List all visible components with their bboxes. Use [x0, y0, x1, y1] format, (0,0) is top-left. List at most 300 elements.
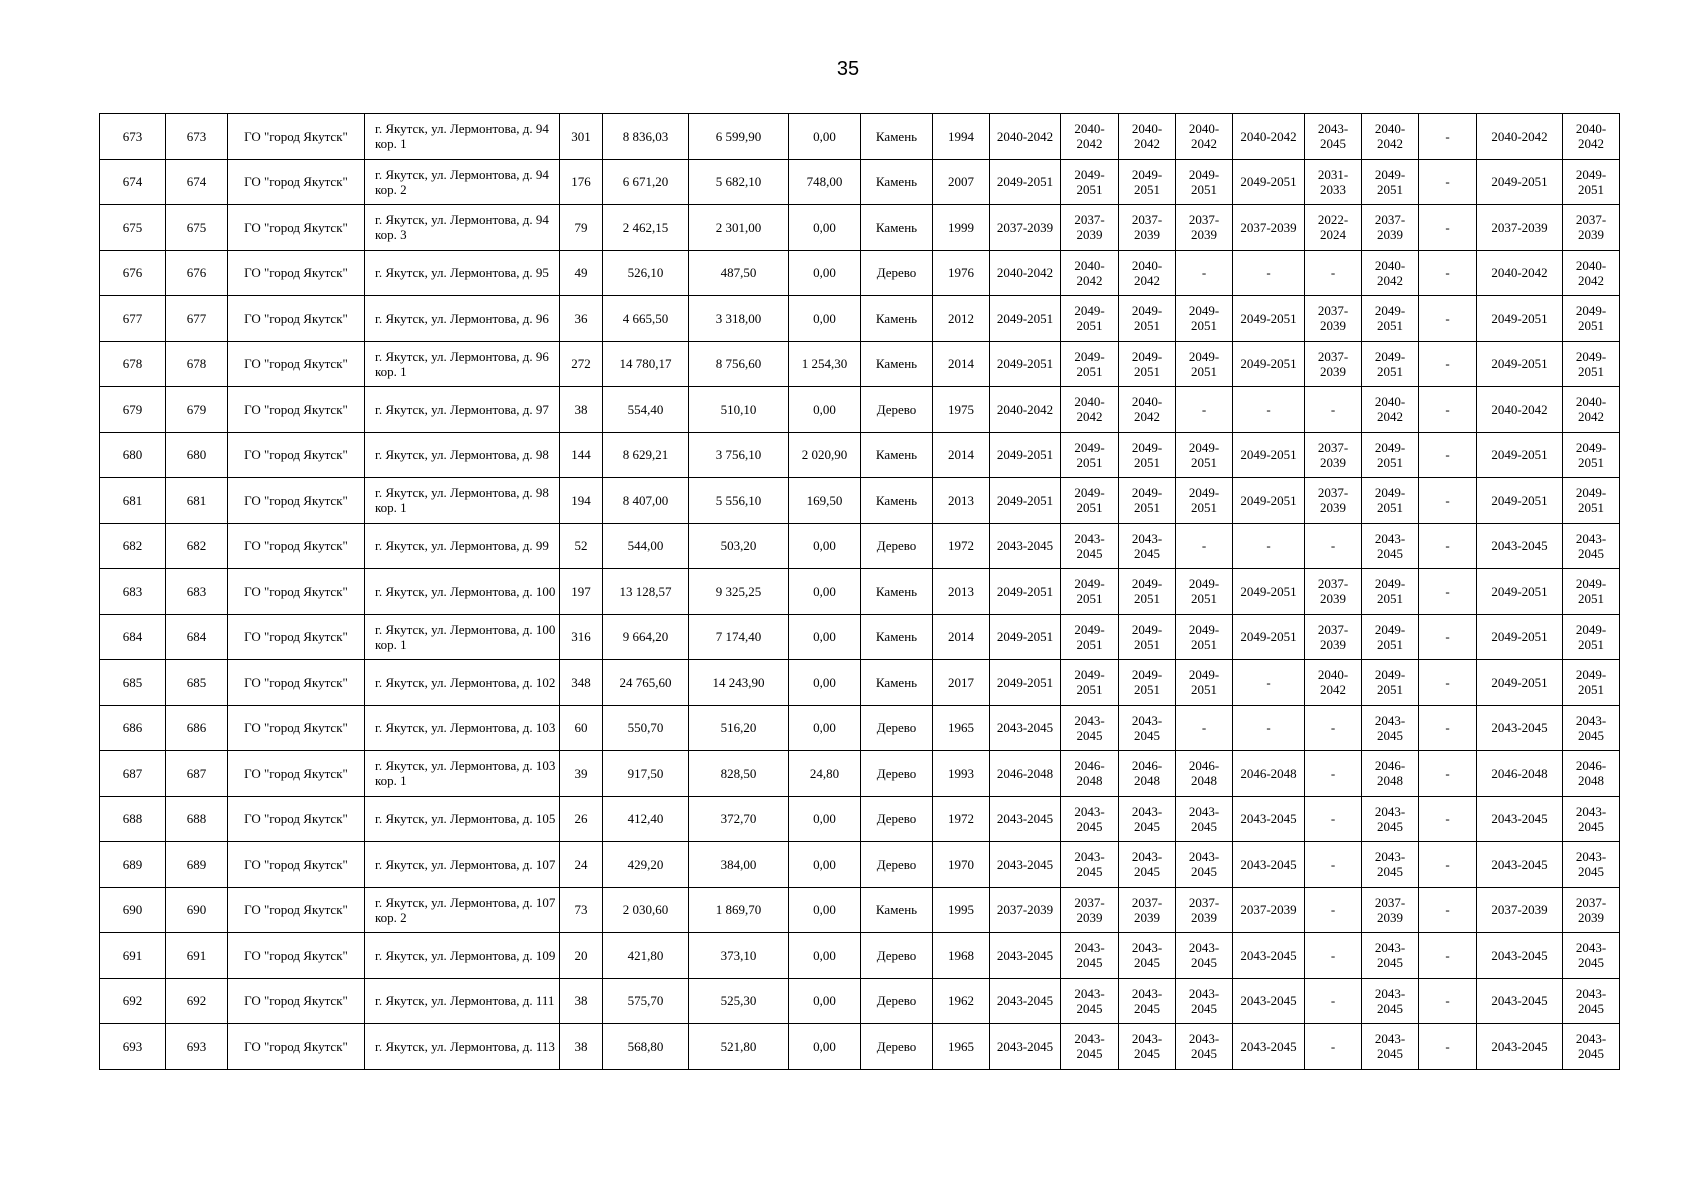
residents-cell: 49	[560, 250, 603, 296]
period-cell-2: 2049-2051	[1061, 614, 1119, 660]
period-cell-6: -	[1305, 933, 1362, 979]
table-row	[100, 614, 1620, 660]
total-area-cell: 14 780,17	[603, 341, 689, 387]
residents-cell: 348	[560, 660, 603, 706]
row-number-cell: 674	[100, 159, 166, 205]
nonresidential-area-cell: 24,80	[789, 751, 861, 797]
wall-material-cell: Камень	[861, 660, 933, 706]
period-cell-10: 2049-2051	[1563, 296, 1620, 342]
object-number-cell: 691	[166, 933, 228, 979]
period-cell-4: 2049-2051	[1176, 614, 1233, 660]
period-cell-8: -	[1419, 842, 1477, 888]
wall-material-cell: Дерево	[861, 933, 933, 979]
nonresidential-area-cell: 748,00	[789, 159, 861, 205]
municipality-cell: ГО "город Якутск"	[228, 660, 365, 706]
period-cell-5: -	[1233, 660, 1305, 706]
total-area-cell: 917,50	[603, 751, 689, 797]
address-cell: г. Якутск, ул. Лермонтова, д. 94 кор. 2	[365, 159, 560, 205]
wall-material-cell: Дерево	[861, 1024, 933, 1070]
address-cell: г. Якутск, ул. Лермонтова, д. 111	[365, 978, 560, 1024]
living-area-cell: 510,10	[689, 387, 789, 433]
living-area-cell: 3 318,00	[689, 296, 789, 342]
period-cell-3: 2049-2051	[1119, 478, 1176, 524]
row-number-cell: 683	[100, 569, 166, 615]
period-cell-10: 2040-2042	[1563, 250, 1620, 296]
object-number-cell: 689	[166, 842, 228, 888]
object-number-cell: 675	[166, 205, 228, 251]
period-cell-3: 2043-2045	[1119, 842, 1176, 888]
period-cell-4: 2049-2051	[1176, 660, 1233, 706]
wall-material-cell: Камень	[861, 569, 933, 615]
period-cell-8: -	[1419, 933, 1477, 979]
table-row	[100, 432, 1620, 478]
municipality-cell: ГО "город Якутск"	[228, 614, 365, 660]
living-area-cell: 3 756,10	[689, 432, 789, 478]
nonresidential-area-cell: 0,00	[789, 614, 861, 660]
municipality-cell: ГО "город Якутск"	[228, 978, 365, 1024]
period-cell-5: 2049-2051	[1233, 432, 1305, 478]
period-cell-9: 2049-2051	[1477, 159, 1563, 205]
period-cell-8: -	[1419, 341, 1477, 387]
period-cell-3: 2043-2045	[1119, 978, 1176, 1024]
build-year-cell: 1994	[933, 114, 990, 160]
build-year-cell: 2014	[933, 341, 990, 387]
residents-cell: 38	[560, 387, 603, 433]
nonresidential-area-cell: 0,00	[789, 250, 861, 296]
table-row	[100, 1024, 1620, 1070]
living-area-cell: 7 174,40	[689, 614, 789, 660]
period-cell-4: -	[1176, 387, 1233, 433]
period-cell-7: 2037-2039	[1362, 205, 1419, 251]
period-cell-6: 2040-2042	[1305, 660, 1362, 706]
living-area-cell: 9 325,25	[689, 569, 789, 615]
period-cell-6: 2043-2045	[1305, 114, 1362, 160]
period-cell-1: 2049-2051	[990, 159, 1061, 205]
period-cell-1: 2046-2048	[990, 751, 1061, 797]
row-number-cell: 675	[100, 205, 166, 251]
nonresidential-area-cell: 0,00	[789, 1024, 861, 1070]
period-cell-9: 2046-2048	[1477, 751, 1563, 797]
address-cell: г. Якутск, ул. Лермонтова, д. 103	[365, 705, 560, 751]
build-year-cell: 1972	[933, 523, 990, 569]
total-area-cell: 9 664,20	[603, 614, 689, 660]
total-area-cell: 550,70	[603, 705, 689, 751]
address-cell: г. Якутск, ул. Лермонтова, д. 109	[365, 933, 560, 979]
residents-cell: 272	[560, 341, 603, 387]
period-cell-1: 2037-2039	[990, 887, 1061, 933]
period-cell-10: 2043-2045	[1563, 523, 1620, 569]
table-row	[100, 387, 1620, 433]
residents-cell: 194	[560, 478, 603, 524]
nonresidential-area-cell: 0,00	[789, 933, 861, 979]
period-cell-4: 2037-2039	[1176, 887, 1233, 933]
period-cell-7: 2043-2045	[1362, 842, 1419, 888]
total-area-cell: 568,80	[603, 1024, 689, 1070]
period-cell-9: 2043-2045	[1477, 796, 1563, 842]
table-row	[100, 478, 1620, 524]
living-area-cell: 6 599,90	[689, 114, 789, 160]
row-number-cell: 692	[100, 978, 166, 1024]
period-cell-10: 2043-2045	[1563, 842, 1620, 888]
row-number-cell: 685	[100, 660, 166, 706]
wall-material-cell: Камень	[861, 205, 933, 251]
wall-material-cell: Дерево	[861, 705, 933, 751]
period-cell-2: 2049-2051	[1061, 159, 1119, 205]
nonresidential-area-cell: 0,00	[789, 205, 861, 251]
period-cell-5: -	[1233, 387, 1305, 433]
total-area-cell: 2 462,15	[603, 205, 689, 251]
total-area-cell: 8 407,00	[603, 478, 689, 524]
build-year-cell: 1965	[933, 705, 990, 751]
address-cell: г. Якутск, ул. Лермонтова, д. 99	[365, 523, 560, 569]
table-row	[100, 296, 1620, 342]
period-cell-5: 2046-2048	[1233, 751, 1305, 797]
row-number-cell: 673	[100, 114, 166, 160]
period-cell-7: 2043-2045	[1362, 523, 1419, 569]
build-year-cell: 1968	[933, 933, 990, 979]
row-number-cell: 680	[100, 432, 166, 478]
total-area-cell: 24 765,60	[603, 660, 689, 706]
address-cell: г. Якутск, ул. Лермонтова, д. 96	[365, 296, 560, 342]
object-number-cell: 686	[166, 705, 228, 751]
period-cell-3: 2049-2051	[1119, 660, 1176, 706]
living-area-cell: 503,20	[689, 523, 789, 569]
period-cell-3: 2037-2039	[1119, 887, 1176, 933]
period-cell-7: 2049-2051	[1362, 341, 1419, 387]
period-cell-3: 2043-2045	[1119, 523, 1176, 569]
period-cell-10: 2040-2042	[1563, 114, 1620, 160]
build-year-cell: 1993	[933, 751, 990, 797]
period-cell-3: 2043-2045	[1119, 705, 1176, 751]
period-cell-2: 2037-2039	[1061, 887, 1119, 933]
nonresidential-area-cell: 169,50	[789, 478, 861, 524]
table-row	[100, 933, 1620, 979]
build-year-cell: 1999	[933, 205, 990, 251]
row-number-cell: 681	[100, 478, 166, 524]
wall-material-cell: Дерево	[861, 796, 933, 842]
period-cell-9: 2049-2051	[1477, 614, 1563, 660]
period-cell-10: 2049-2051	[1563, 478, 1620, 524]
nonresidential-area-cell: 0,00	[789, 705, 861, 751]
period-cell-5: 2043-2045	[1233, 1024, 1305, 1070]
period-cell-4: 2043-2045	[1176, 796, 1233, 842]
residents-cell: 79	[560, 205, 603, 251]
living-area-cell: 1 869,70	[689, 887, 789, 933]
living-area-cell: 14 243,90	[689, 660, 789, 706]
row-number-cell: 678	[100, 341, 166, 387]
address-cell: г. Якутск, ул. Лермонтова, д. 107 кор. 2	[365, 887, 560, 933]
period-cell-1: 2040-2042	[990, 114, 1061, 160]
period-cell-7: 2040-2042	[1362, 387, 1419, 433]
total-area-cell: 8 629,21	[603, 432, 689, 478]
period-cell-4: -	[1176, 250, 1233, 296]
build-year-cell: 1976	[933, 250, 990, 296]
residents-cell: 197	[560, 569, 603, 615]
period-cell-7: 2049-2051	[1362, 478, 1419, 524]
residents-cell: 60	[560, 705, 603, 751]
municipality-cell: ГО "город Якутск"	[228, 205, 365, 251]
wall-material-cell: Камень	[861, 341, 933, 387]
period-cell-8: -	[1419, 114, 1477, 160]
table-row	[100, 705, 1620, 751]
nonresidential-area-cell: 1 254,30	[789, 341, 861, 387]
period-cell-1: 2049-2051	[990, 341, 1061, 387]
living-area-cell: 525,30	[689, 978, 789, 1024]
period-cell-10: 2043-2045	[1563, 1024, 1620, 1070]
table-row	[100, 250, 1620, 296]
table-row	[100, 114, 1620, 160]
total-area-cell: 544,00	[603, 523, 689, 569]
period-cell-4: 2049-2051	[1176, 569, 1233, 615]
municipality-cell: ГО "город Якутск"	[228, 250, 365, 296]
total-area-cell: 554,40	[603, 387, 689, 433]
period-cell-2: 2043-2045	[1061, 796, 1119, 842]
period-cell-7: 2040-2042	[1362, 114, 1419, 160]
period-cell-5: 2037-2039	[1233, 205, 1305, 251]
period-cell-2: 2043-2045	[1061, 842, 1119, 888]
row-number-cell: 690	[100, 887, 166, 933]
period-cell-2: 2043-2045	[1061, 933, 1119, 979]
period-cell-1: 2049-2051	[990, 296, 1061, 342]
row-number-cell: 679	[100, 387, 166, 433]
period-cell-1: 2043-2045	[990, 705, 1061, 751]
living-area-cell: 373,10	[689, 933, 789, 979]
period-cell-6: -	[1305, 796, 1362, 842]
build-year-cell: 2007	[933, 159, 990, 205]
period-cell-8: -	[1419, 569, 1477, 615]
period-cell-2: 2037-2039	[1061, 205, 1119, 251]
period-cell-6: -	[1305, 387, 1362, 433]
period-cell-2: 2049-2051	[1061, 432, 1119, 478]
period-cell-9: 2043-2045	[1477, 705, 1563, 751]
residents-cell: 38	[560, 978, 603, 1024]
row-number-cell: 676	[100, 250, 166, 296]
nonresidential-area-cell: 0,00	[789, 796, 861, 842]
period-cell-8: -	[1419, 387, 1477, 433]
period-cell-9: 2040-2042	[1477, 250, 1563, 296]
period-cell-4: 2046-2048	[1176, 751, 1233, 797]
total-area-cell: 412,40	[603, 796, 689, 842]
object-number-cell: 688	[166, 796, 228, 842]
period-cell-4: 2043-2045	[1176, 842, 1233, 888]
period-cell-1: 2043-2045	[990, 842, 1061, 888]
wall-material-cell: Камень	[861, 887, 933, 933]
period-cell-6: 2037-2039	[1305, 341, 1362, 387]
period-cell-9: 2043-2045	[1477, 978, 1563, 1024]
period-cell-8: -	[1419, 159, 1477, 205]
period-cell-3: 2043-2045	[1119, 1024, 1176, 1070]
residents-cell: 144	[560, 432, 603, 478]
period-cell-6: -	[1305, 887, 1362, 933]
period-cell-5: 2049-2051	[1233, 478, 1305, 524]
total-area-cell: 13 128,57	[603, 569, 689, 615]
period-cell-7: 2049-2051	[1362, 159, 1419, 205]
address-cell: г. Якутск, ул. Лермонтова, д. 100 кор. 1	[365, 614, 560, 660]
living-area-cell: 521,80	[689, 1024, 789, 1070]
period-cell-6: -	[1305, 978, 1362, 1024]
period-cell-4: 2037-2039	[1176, 205, 1233, 251]
address-cell: г. Якутск, ул. Лермонтова, д. 98	[365, 432, 560, 478]
address-cell: г. Якутск, ул. Лермонтова, д. 94 кор. 1	[365, 114, 560, 160]
period-cell-10: 2037-2039	[1563, 205, 1620, 251]
period-cell-6: 2037-2039	[1305, 478, 1362, 524]
period-cell-3: 2049-2051	[1119, 296, 1176, 342]
period-cell-2: 2049-2051	[1061, 569, 1119, 615]
nonresidential-area-cell: 0,00	[789, 887, 861, 933]
table-row	[100, 842, 1620, 888]
nonresidential-area-cell: 0,00	[789, 569, 861, 615]
object-number-cell: 673	[166, 114, 228, 160]
period-cell-6: -	[1305, 523, 1362, 569]
wall-material-cell: Дерево	[861, 523, 933, 569]
period-cell-7: 2043-2045	[1362, 796, 1419, 842]
period-cell-1: 2049-2051	[990, 478, 1061, 524]
period-cell-8: -	[1419, 478, 1477, 524]
housing-registry-table	[99, 113, 1620, 1070]
residents-cell: 38	[560, 1024, 603, 1070]
table-row	[100, 205, 1620, 251]
row-number-cell: 684	[100, 614, 166, 660]
municipality-cell: ГО "город Якутск"	[228, 478, 365, 524]
municipality-cell: ГО "город Якутск"	[228, 523, 365, 569]
build-year-cell: 2012	[933, 296, 990, 342]
nonresidential-area-cell: 0,00	[789, 842, 861, 888]
period-cell-5: 2040-2042	[1233, 114, 1305, 160]
period-cell-1: 2043-2045	[990, 796, 1061, 842]
period-cell-5: 2049-2051	[1233, 569, 1305, 615]
table-row	[100, 751, 1620, 797]
period-cell-3: 2049-2051	[1119, 569, 1176, 615]
period-cell-6: -	[1305, 705, 1362, 751]
table-row	[100, 341, 1620, 387]
object-number-cell: 692	[166, 978, 228, 1024]
period-cell-8: -	[1419, 978, 1477, 1024]
period-cell-6: 2037-2039	[1305, 432, 1362, 478]
residents-cell: 73	[560, 887, 603, 933]
period-cell-10: 2037-2039	[1563, 887, 1620, 933]
period-cell-1: 2049-2051	[990, 432, 1061, 478]
period-cell-6: -	[1305, 751, 1362, 797]
row-number-cell: 691	[100, 933, 166, 979]
municipality-cell: ГО "город Якутск"	[228, 842, 365, 888]
period-cell-2: 2049-2051	[1061, 341, 1119, 387]
period-cell-5: 2049-2051	[1233, 341, 1305, 387]
period-cell-10: 2043-2045	[1563, 705, 1620, 751]
period-cell-3: 2040-2042	[1119, 114, 1176, 160]
period-cell-5: 2043-2045	[1233, 796, 1305, 842]
table-row	[100, 159, 1620, 205]
residents-cell: 36	[560, 296, 603, 342]
period-cell-6: -	[1305, 250, 1362, 296]
period-cell-5: 2037-2039	[1233, 887, 1305, 933]
period-cell-4: 2049-2051	[1176, 478, 1233, 524]
living-area-cell: 5 682,10	[689, 159, 789, 205]
municipality-cell: ГО "город Якутск"	[228, 387, 365, 433]
period-cell-7: 2049-2051	[1362, 296, 1419, 342]
address-cell: г. Якутск, ул. Лермонтова, д. 107	[365, 842, 560, 888]
period-cell-2: 2046-2048	[1061, 751, 1119, 797]
period-cell-1: 2040-2042	[990, 250, 1061, 296]
residents-cell: 26	[560, 796, 603, 842]
table-row	[100, 887, 1620, 933]
period-cell-1: 2049-2051	[990, 614, 1061, 660]
period-cell-9: 2037-2039	[1477, 205, 1563, 251]
period-cell-3: 2049-2051	[1119, 432, 1176, 478]
period-cell-8: -	[1419, 705, 1477, 751]
period-cell-10: 2049-2051	[1563, 614, 1620, 660]
period-cell-7: 2049-2051	[1362, 660, 1419, 706]
object-number-cell: 687	[166, 751, 228, 797]
period-cell-3: 2046-2048	[1119, 751, 1176, 797]
period-cell-3: 2049-2051	[1119, 341, 1176, 387]
object-number-cell: 681	[166, 478, 228, 524]
total-area-cell: 6 671,20	[603, 159, 689, 205]
period-cell-9: 2049-2051	[1477, 296, 1563, 342]
period-cell-1: 2049-2051	[990, 569, 1061, 615]
object-number-cell: 685	[166, 660, 228, 706]
period-cell-8: -	[1419, 751, 1477, 797]
period-cell-4: -	[1176, 705, 1233, 751]
period-cell-5: 2049-2051	[1233, 159, 1305, 205]
wall-material-cell: Дерево	[861, 842, 933, 888]
period-cell-9: 2040-2042	[1477, 114, 1563, 160]
table-row	[100, 660, 1620, 706]
period-cell-6: 2037-2039	[1305, 569, 1362, 615]
living-area-cell: 487,50	[689, 250, 789, 296]
wall-material-cell: Камень	[861, 432, 933, 478]
period-cell-1: 2040-2042	[990, 387, 1061, 433]
period-cell-9: 2049-2051	[1477, 432, 1563, 478]
period-cell-7: 2049-2051	[1362, 432, 1419, 478]
period-cell-7: 2049-2051	[1362, 614, 1419, 660]
period-cell-2: 2040-2042	[1061, 114, 1119, 160]
wall-material-cell: Камень	[861, 296, 933, 342]
row-number-cell: 689	[100, 842, 166, 888]
period-cell-2: 2049-2051	[1061, 296, 1119, 342]
period-cell-10: 2043-2045	[1563, 933, 1620, 979]
period-cell-2: 2043-2045	[1061, 978, 1119, 1024]
period-cell-2: 2040-2042	[1061, 250, 1119, 296]
municipality-cell: ГО "город Якутск"	[228, 159, 365, 205]
period-cell-4: 2049-2051	[1176, 341, 1233, 387]
period-cell-2: 2040-2042	[1061, 387, 1119, 433]
period-cell-9: 2049-2051	[1477, 569, 1563, 615]
total-area-cell: 2 030,60	[603, 887, 689, 933]
object-number-cell: 684	[166, 614, 228, 660]
municipality-cell: ГО "город Якутск"	[228, 569, 365, 615]
municipality-cell: ГО "город Якутск"	[228, 341, 365, 387]
period-cell-4: 2049-2051	[1176, 159, 1233, 205]
table-body	[100, 114, 1620, 1070]
build-year-cell: 1970	[933, 842, 990, 888]
residents-cell: 24	[560, 842, 603, 888]
total-area-cell: 526,10	[603, 250, 689, 296]
period-cell-7: 2049-2051	[1362, 569, 1419, 615]
residents-cell: 52	[560, 523, 603, 569]
period-cell-8: -	[1419, 660, 1477, 706]
wall-material-cell: Камень	[861, 159, 933, 205]
nonresidential-area-cell: 0,00	[789, 114, 861, 160]
table-row	[100, 569, 1620, 615]
address-cell: г. Якутск, ул. Лермонтова, д. 102	[365, 660, 560, 706]
municipality-cell: ГО "город Якутск"	[228, 887, 365, 933]
period-cell-3: 2049-2051	[1119, 159, 1176, 205]
period-cell-4: 2043-2045	[1176, 1024, 1233, 1070]
address-cell: г. Якутск, ул. Лермонтова, д. 95	[365, 250, 560, 296]
object-number-cell: 676	[166, 250, 228, 296]
residents-cell: 176	[560, 159, 603, 205]
object-number-cell: 693	[166, 1024, 228, 1070]
